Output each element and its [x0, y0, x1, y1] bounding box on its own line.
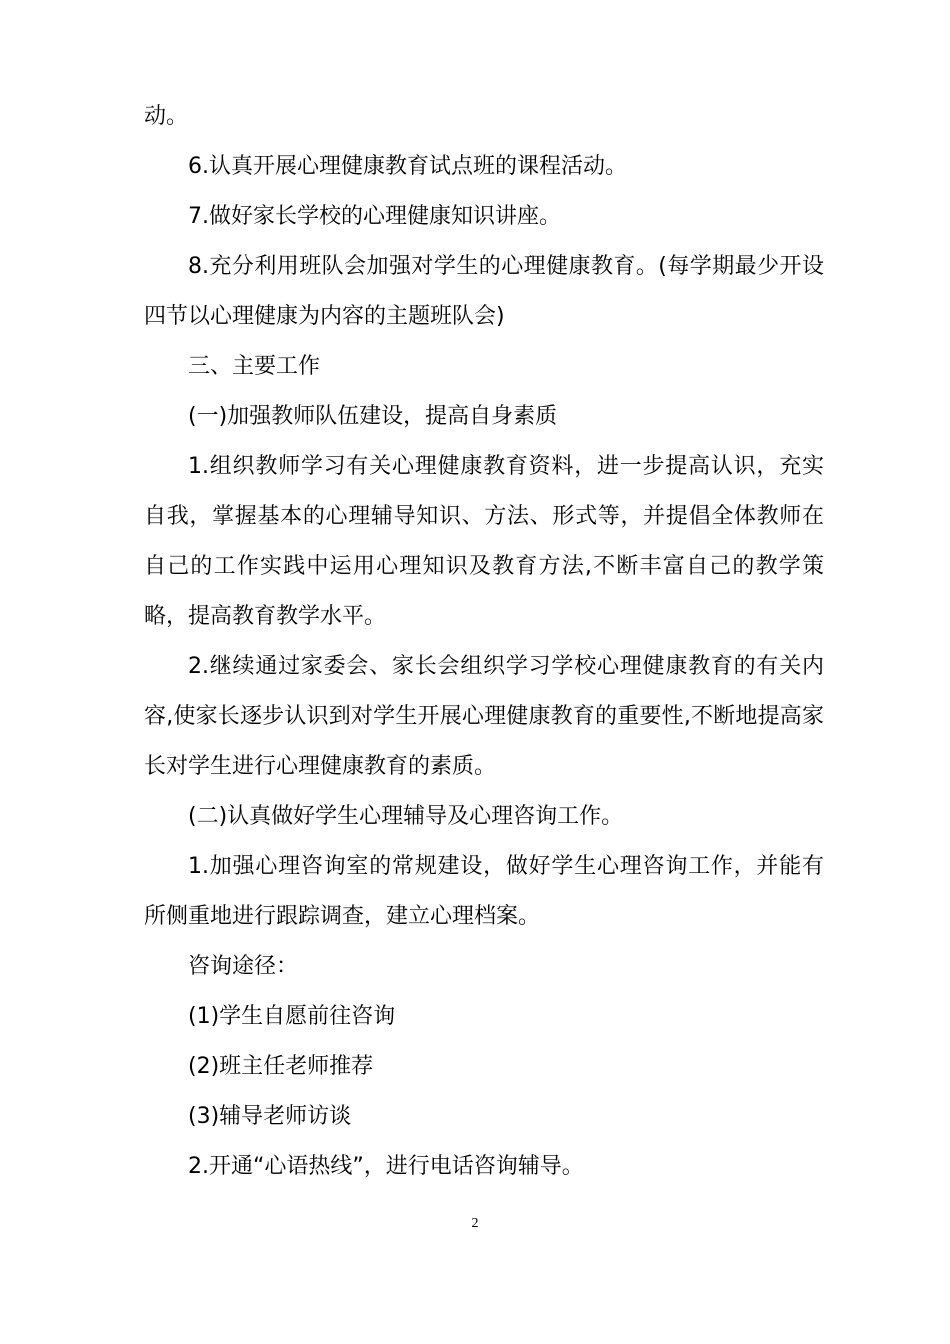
document-body — [144, 92, 824, 1192]
paragraph: 1.组织教师学习有关心理健康教育资料，进一步提高认识，充实自我，掌握基本的心理辅导知识、方法、形式等，并提倡全体教师在自己的工作实践中运用心理知识及教育方法,不断丰富自己的教学策略，提高教育教学水平。 — [144, 454, 824, 629]
paragraph: 6.认真开展心理健康教育试点班的课程活动。 — [188, 154, 627, 179]
paragraph: 动。 — [144, 104, 189, 129]
section-heading: 三、主要工作 — [188, 354, 321, 379]
subsection-heading: (一)加强教师队伍建设，提高自身素质 — [188, 404, 558, 429]
paragraph: 2.继续通过家委会、家长会组织学习学校心理健康教育的有关内容,使家长逐步认识到对学生开展心理健康教育的重要性,不断地提高家长对学生进行心理健康教育的素质。 — [144, 654, 824, 779]
list-item: (1)学生自愿前往咨询 — [188, 1004, 396, 1029]
paragraph: 8.充分利用班队会加强对学生的心理健康教育。(每学期最少开设四节以心理健康为内容的主题班队会) — [144, 254, 824, 329]
paragraph: 1.加强心理咨询室的常规建设，做好学生心理咨询工作，并能有所侧重地进行跟踪调查，建立心理档案。 — [144, 854, 824, 929]
list-item: (3)辅导老师访谈 — [188, 1104, 352, 1129]
subsection-heading: (二)认真做好学生心理辅导及心理咨询工作。 — [188, 804, 624, 829]
list-item: (2)班主任老师推荐 — [188, 1054, 374, 1079]
paragraph: 7.做好家长学校的心理健康知识讲座。 — [188, 204, 561, 229]
paragraph: 咨询途径： — [188, 954, 299, 979]
paragraph: 2.开通“心语热线”，进行电话咨询辅导。 — [188, 1154, 584, 1179]
page-number: 2 — [471, 1216, 479, 1231]
